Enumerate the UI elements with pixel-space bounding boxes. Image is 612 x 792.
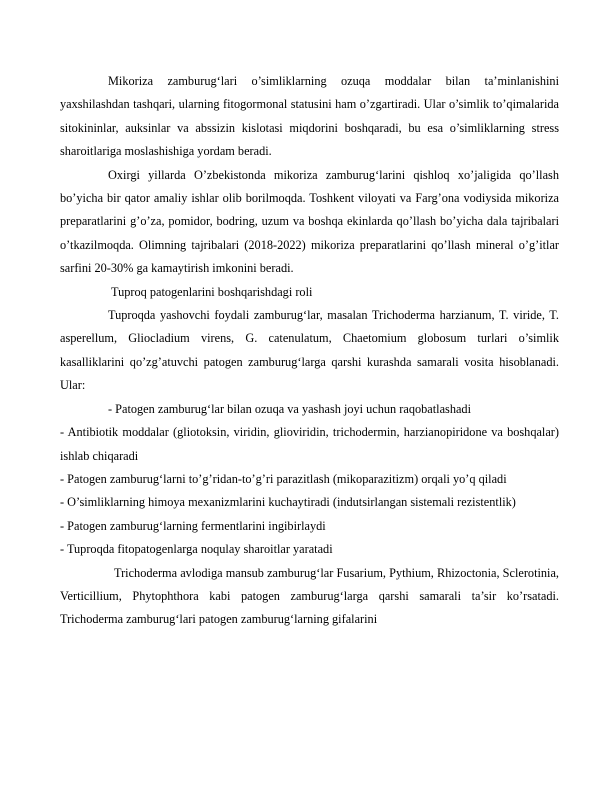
- paragraph-trichoderma-pathogens: Trichoderma avlodiga mansub zamburugʻlar Fusarium, Pythium, Rhizoctonia, Sclerotinia, Verticillium, Phytophthora kabi patogen zamburugʻlarga qarshi samarali ta’sir ko’rsatadi. Trichoderma zamburugʻlari patogen zamburugʻlarning gifalarini: [60, 565, 559, 627]
- list-item-antibiotics: - Antibiotik moddalar (gliotoksin, viridin, glioviridin, trichodermin, harzianopiridone va boshqalar) ishlab chiqaradi: [60, 425, 559, 463]
- list-item-unfavorable-conditions: - Tuproqda fitopatogenlarga noqulay sharoitlar yaratadi: [60, 542, 333, 557]
- document-page: [60, 70, 559, 632]
- paragraph-mycorrhiza-phytohormones: Mikoriza zamburugʻlari o’simliklarning ozuqa moddalar bilan ta’minlanishini yaxshilashdan tashqari, ularning fitogormonal statusini ham o’zgartiradi. Ular o’simlik to’qimalarida sitokininlar, auksinlar va abssizin kislotasi miqdorini boshqaradi, bu esa o’simliklarning stress sharoitlariga moslashishiga yordam beradi.: [60, 74, 559, 159]
- list-item-enzyme-inhibition: - Patogen zamburugʻlarning fermentlarini ingibirlaydi: [60, 518, 326, 533]
- list-item-mycoparasitism: - Patogen zamburugʻlarni to’g’ridan-to’g’ri parazitlash (mikoparazitizm) orqali yo’q qiladi: [60, 471, 507, 486]
- paragraph-trichoderma-species: Tuproqda yashovchi foydali zamburugʻlar, masalan Trichoderma harzianum, T. viride, T. asperellum, Gliocladium virens, G. catenulatum, Chaetomium globosum turlari o’simlik kasalliklarini qo’zg’atuvchi patogen zamburugʻlarga qarshi kurashda samarali vosita hisoblanadi. Ular:: [60, 308, 559, 393]
- list-item-competition: - Patogen zamburugʻlar bilan ozuqa va yashash joyi uchun raqobatlashadi: [108, 401, 471, 416]
- list-item-systemic-resistance: - O’simliklarning himoya mexanizmlarini kuchaytiradi (indutsirlangan sistemali rezistentlik): [60, 495, 516, 510]
- section-heading-soil-pathogens: Tuproq patogenlarini boshqarishdagi roli: [111, 284, 313, 299]
- paragraph-uzbekistan-field-trials: Oxirgi yillarda O’zbekistonda mikoriza zamburugʻlarini qishloq xo’jaligida qo’llash bo’yicha bir qator amaliy ishlar olib borilmoqda. Toshkent viloyati va Farg’ona vodiysida mikoriza preparatlarini g’o’za, pomidor, bodring, uzum va boshqa ekinlarda qo’llash bo’yicha dala tajribalari o’tkazilmoqda. Olimning tajribalari (2018-2022) mikoriza preparatlarini qo’llash mineral o’g’itlar sarfini 20-30% ga kamaytirish imkonini beradi.: [60, 167, 559, 276]
